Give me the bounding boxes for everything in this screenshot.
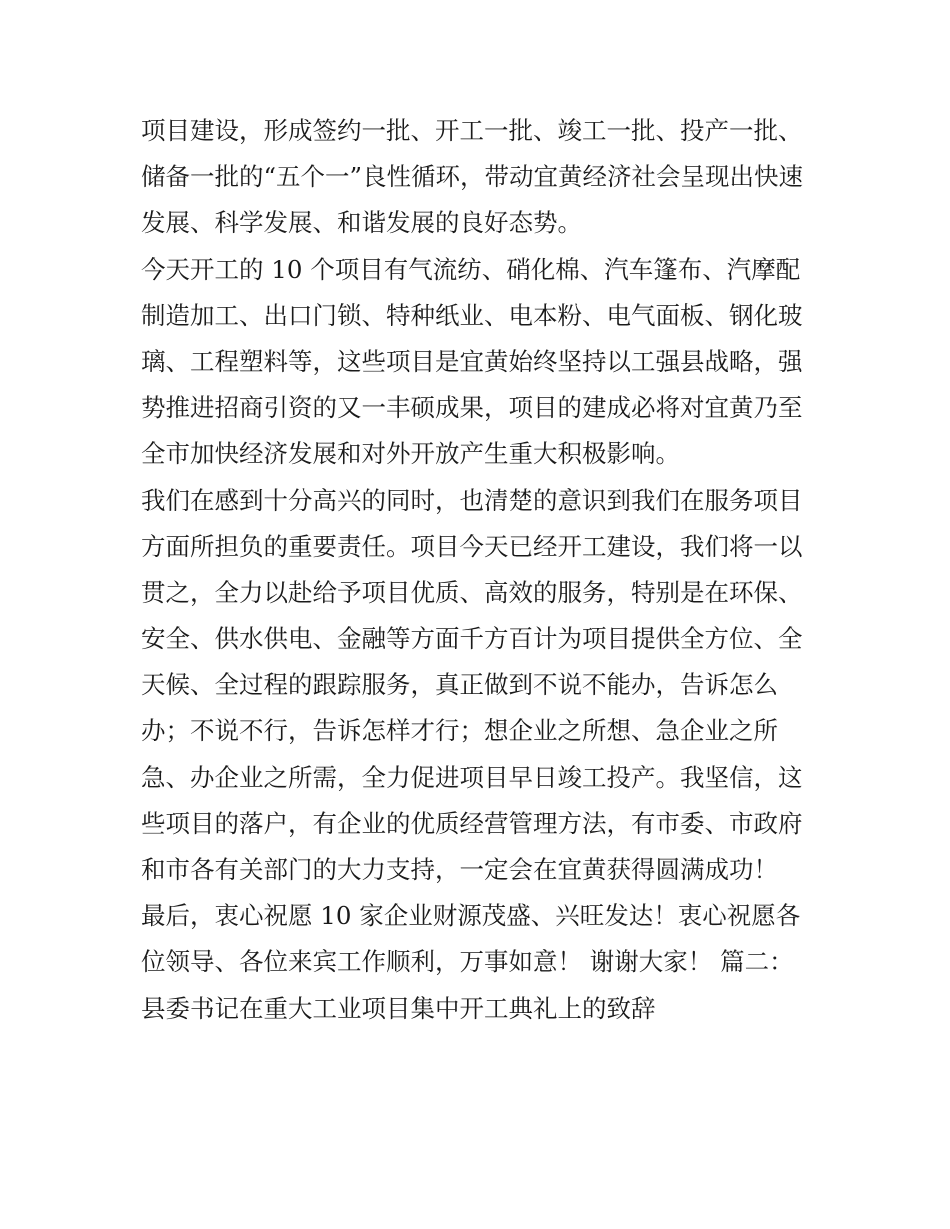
text-line: 今天开工的 10 个项目有气流纺、硝化棉、汽车篷布、汽摩配: [141, 254, 801, 284]
text-line: 贯之，全力以赴给予项目优质、高效的服务，特别是在环保、: [141, 577, 803, 607]
text-line: 全市加快经济发展和对外开放产生重大积极影响。: [141, 439, 680, 469]
text-line: 制造加工、出口门锁、特种纸业、电本粉、电气面板、钢化玻: [141, 300, 803, 330]
text-line: 我们在感到十分高兴的同时，也清楚的意识到我们在服务项目: [141, 485, 803, 515]
text-line: 和市各有关部门的大力支持，一定会在宜黄获得圆满成功！: [141, 855, 778, 884]
text-line: 项目建设，形成签约一批、开工一批、竣工一批、投产一批、: [141, 116, 803, 145]
text-line: 些项目的落户，有企业的优质经营管理方法，有市委、市政府: [141, 808, 803, 838]
text-line: 办；不说不行，告诉怎样才行；想企业之所想、急企业之所: [141, 716, 778, 746]
text-line: 方面所担负的重要责任。项目今天已经开工建设，我们将一以: [141, 531, 803, 561]
text-line: 璃、工程塑料等，这些项目是宜黄始终坚持以工强县战略，强: [141, 346, 803, 376]
text-line: 位领导、各位来宾工作顺利，万事如意！ 谢谢大家！ 篇二：: [141, 947, 794, 977]
text-line: 天候、全过程的跟踪服务，真正做到不说不能办，告诉怎么: [141, 670, 778, 700]
text-line: 最后，衷心祝愿 10 家企业财源茂盛、兴旺发达！衷心祝愿各: [141, 901, 801, 931]
text-line: 势推进招商引资的又一丰硕成果，项目的建成必将对宜黄乃至: [141, 393, 803, 423]
text-line: 安全、供水供电、金融等方面千方百计为项目提供全方位、全: [141, 624, 803, 654]
text-line: 储备一批的“五个一”良性循环，带动宜黄经济社会呈现出快速: [141, 162, 804, 192]
body-text: [141, 108, 821, 1032]
text-line: 发展、科学发展、和谐发展的良好态势。: [141, 208, 582, 238]
text-line: 急、办企业之所需，全力促进项目早日竣工投产。我坚信，这: [141, 762, 803, 792]
text-line: 县委书记在重大工业项目集中开工典礼上的致辞: [141, 993, 656, 1023]
